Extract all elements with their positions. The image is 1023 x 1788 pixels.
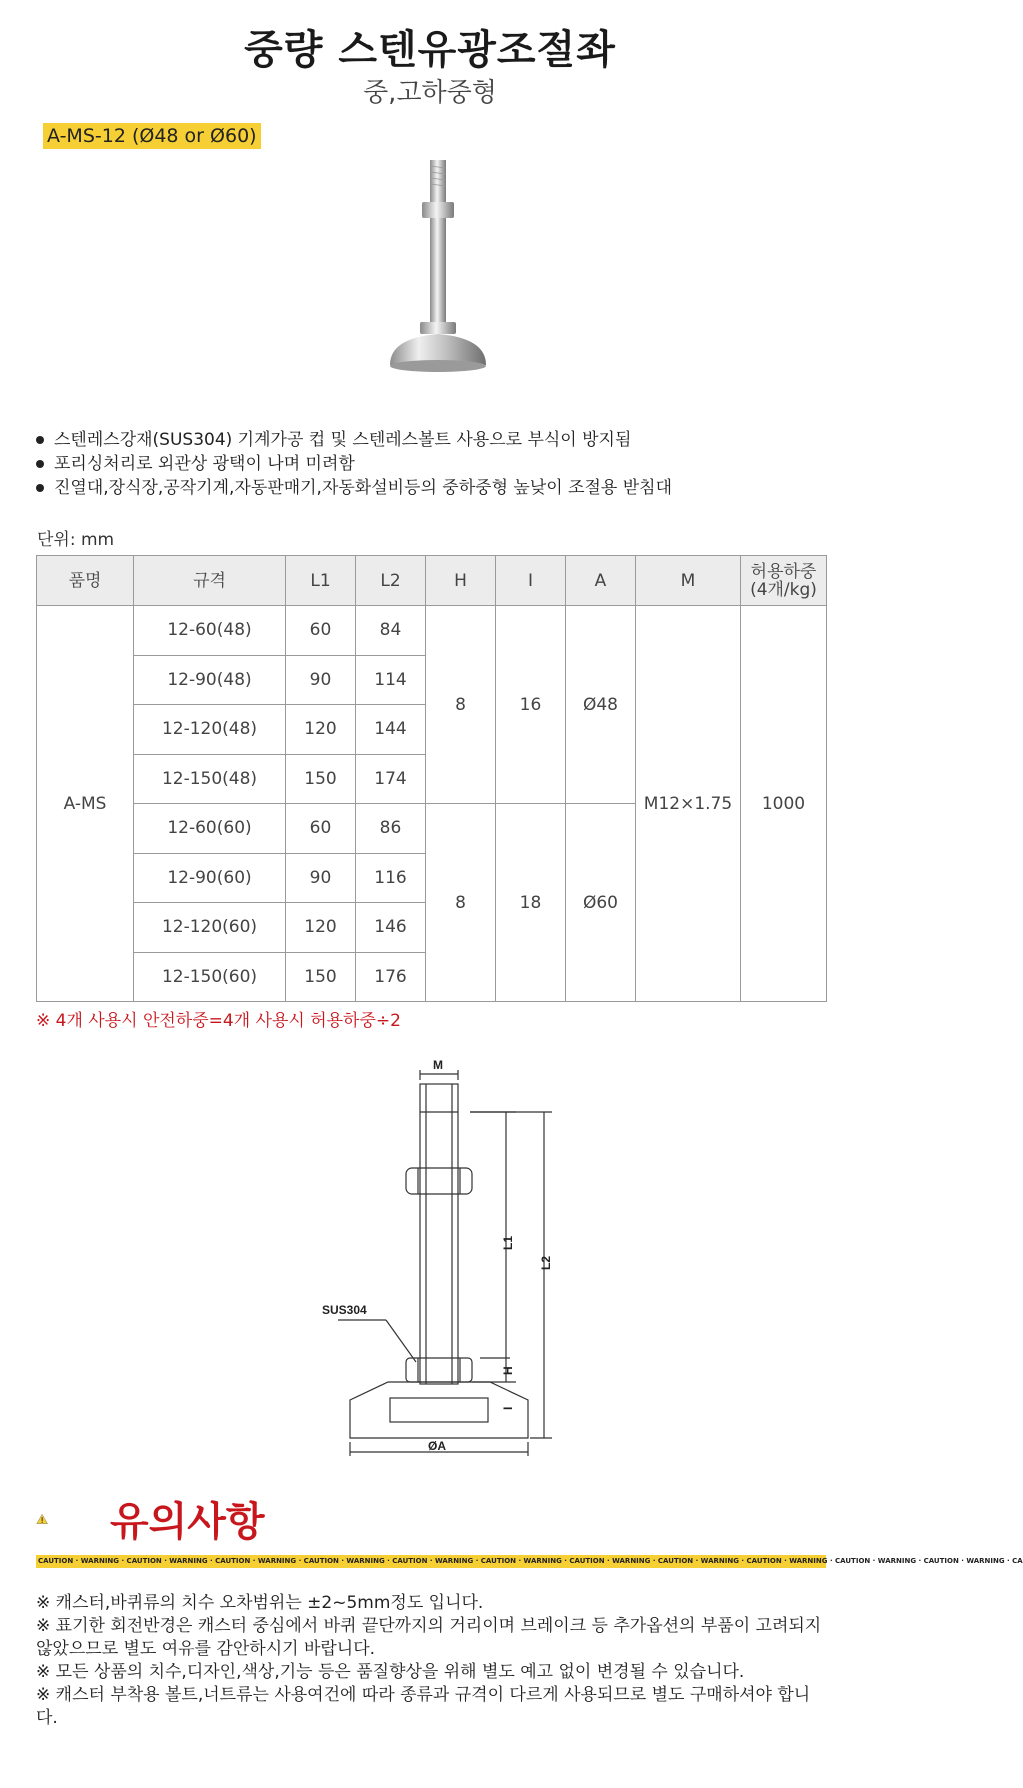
- cell-l2: 84: [356, 606, 426, 656]
- feature-list: [36, 428, 836, 500]
- cell-l1: 150: [286, 952, 356, 1002]
- note-item: ※ 모든 상품의 치수,디자인,색상,기능 등은 품질향상을 위해 별도 예고 없이 변경될 수 있습니다.: [36, 1662, 745, 1682]
- header-h: H: [426, 556, 496, 606]
- cell-l2: 174: [356, 754, 426, 804]
- product-image: [370, 150, 510, 380]
- cell-spec: 12-90(48): [134, 655, 286, 705]
- caution-title: 유의사항: [110, 1499, 265, 1545]
- cell-spec: 12-120(60): [134, 903, 286, 953]
- cell-a: Ø48: [566, 606, 636, 804]
- feature-item: 진열대,장식장,공작기계,자동판매기,자동화설비등의 중하중형 높낮이 조절용 받침대: [36, 476, 836, 500]
- header-m: M: [636, 556, 741, 606]
- header-load-line1: 허용하중: [750, 561, 817, 582]
- header-load: [741, 556, 827, 606]
- note-item: ※ 캐스터 부착용 볼트,너트류는 사용여건에 따라 종류과 규격이 다르게 사용되므로 별도 구매하셔야 합니다.: [36, 1685, 811, 1728]
- cell-l1: 60: [286, 804, 356, 854]
- header-l1: L1: [286, 556, 356, 606]
- technical-drawing: [320, 1060, 630, 1460]
- header-load-line2: (4개/kg): [750, 579, 817, 600]
- spec-table: [36, 555, 827, 1002]
- cell-m: M12×1.75: [636, 606, 741, 1002]
- cell-l2: 114: [356, 655, 426, 705]
- header-name: 품명: [37, 556, 134, 606]
- header-a: A: [566, 556, 636, 606]
- cell-l1: 90: [286, 655, 356, 705]
- cell-i: 18: [496, 804, 566, 1002]
- page-title: 중량 스텐유광조절좌: [244, 27, 616, 73]
- cell-a: Ø60: [566, 804, 636, 1002]
- cell-spec: 12-90(60): [134, 853, 286, 903]
- cell-load: 1000: [741, 606, 827, 1002]
- safety-note: ※ 4개 사용시 안전하중=4개 사용시 허용하중÷2: [36, 1011, 401, 1031]
- header-l2: L2: [356, 556, 426, 606]
- cell-l2: 144: [356, 705, 426, 755]
- drawing-label-m: M: [433, 1058, 443, 1072]
- header-spec: 규격: [134, 556, 286, 606]
- cell-l1: 60: [286, 606, 356, 656]
- cell-spec: 12-120(48): [134, 705, 286, 755]
- cell-l2: 116: [356, 853, 426, 903]
- cell-spec: 12-60(60): [134, 804, 286, 854]
- cell-l1: 120: [286, 903, 356, 953]
- drawing-label-a: ØA: [428, 1439, 446, 1453]
- drawing-label-h: H: [501, 1366, 515, 1375]
- drawing-label-l2: L2: [539, 1255, 553, 1270]
- model-tag: A-MS-12 (Ø48 or Ø60): [43, 123, 261, 149]
- cell-l2: 176: [356, 952, 426, 1002]
- unit-label: 단위: mm: [37, 530, 115, 550]
- feature-item: 스텐레스강재(SUS304) 기계가공 컵 및 스텐레스볼트 사용으로 부식이 방지됨: [36, 428, 836, 452]
- cell-h: 8: [426, 606, 496, 804]
- feature-item: 포리싱처리로 외관상 광택이 나며 미려함: [36, 452, 836, 476]
- drawing-label-l1: L1: [501, 1235, 515, 1250]
- cell-l2: 146: [356, 903, 426, 953]
- cell-spec: 12-150(48): [134, 754, 286, 804]
- cell-l1: 150: [286, 754, 356, 804]
- cell-l1: 120: [286, 705, 356, 755]
- drawing-label-i: I: [501, 1406, 515, 1410]
- cell-spec: 12-60(48): [134, 606, 286, 656]
- page-subtitle: 중,고하중형: [363, 78, 497, 108]
- cell-h: 8: [426, 804, 496, 1002]
- table-row: [37, 606, 827, 656]
- note-item: ※ 캐스터,바퀴류의 치수 오차범위는 ±2~5mm정도 입니다.: [36, 1593, 484, 1613]
- header-i: I: [496, 556, 566, 606]
- cell-product-name: A-MS: [37, 606, 134, 1002]
- caution-tape: CAUTION · WARNING · CAUTION · WARNING · CAUTION · WARNING · CAUTION · WARNING · CAUTION · WARNING · CAUTION · WARNING · CAUTION · WARNING · CAUTION · WARNING · CAUTION · WARNING · CAUTION · WARNING · CAUTION · WARNING · CA: [36, 1555, 826, 1568]
- warning-triangle-icon: [36, 1488, 106, 1550]
- drawing-label-material: SUS304: [322, 1303, 367, 1317]
- cell-l1: 90: [286, 853, 356, 903]
- cell-spec: 12-150(60): [134, 952, 286, 1002]
- notes-list: [36, 1592, 826, 1730]
- note-item: ※ 표기한 회전반경은 캐스터 중심에서 바퀴 끝단까지의 거리이며 브레이크 등 추가옵션의 부품이 고려되지 않았으므로 별도 여유를 감안하시기 바랍니다.: [36, 1616, 822, 1659]
- cell-l2: 86: [356, 804, 426, 854]
- cell-i: 16: [496, 606, 566, 804]
